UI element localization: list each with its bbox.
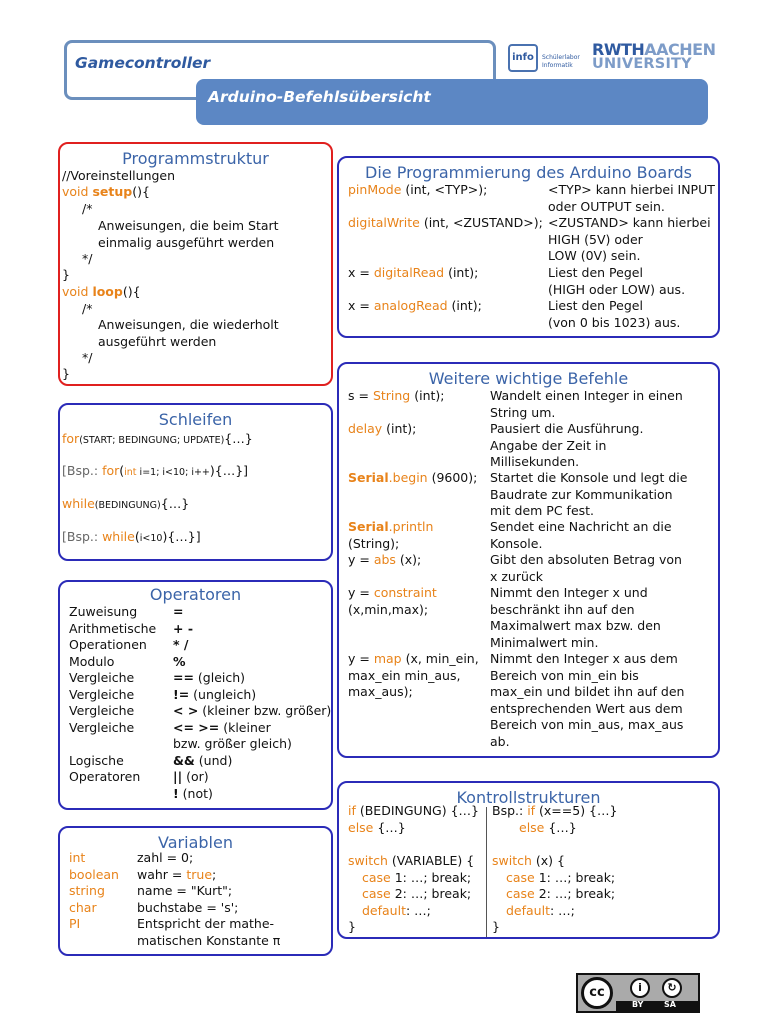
description-line: (von 0 bis 1023) aus. [548,314,681,330]
description-line: HIGH (5V) oder [548,231,643,247]
code-line [348,298,482,314]
code-line [348,519,433,535]
code-line: [Bsp.: for(int i=1; i<10; i++){…}] [62,463,249,478]
code-line: } [62,267,70,282]
keyword: analogRead [373,298,448,313]
variable-code-text: buchstabe = 's'; [137,899,239,915]
description-line: <ZUSTAND> kann hierbei [548,215,711,230]
description-line: <TYP> kann hierbei INPUT [548,182,715,197]
operator-name: Vergleiche [69,703,135,718]
description-line: Bereich von min_ein bis [490,667,639,683]
share-alike-icon: ↻ [662,978,682,998]
code-line [348,388,445,404]
code-line [348,182,487,198]
operator-symbol-text: != [173,686,190,702]
operator-description: (kleiner [219,719,271,735]
code-line: /* [82,201,93,216]
code-line: /* [82,301,93,316]
keyword: true [186,866,213,882]
description-line: Sendet eine Nachricht an die [490,519,672,534]
description-line: Millisekunden. [490,454,580,469]
code-line: default: …; [362,903,431,918]
operator-name: Arithmetische [69,620,157,636]
operator-symbol [173,736,292,752]
description-line: (HIGH oder LOW) aus. [548,281,686,297]
code-line: if (BEDINGUNG) {…} [348,803,479,818]
code-line: void loop(){ [62,284,141,299]
code-text: x = [348,265,374,280]
description-line: Pausiert die Ausführung. [490,421,644,436]
operator-description: (gleich) [193,670,246,685]
code-line: max_aus); [348,684,413,699]
code-text: y = [348,552,374,567]
code-text: y = [348,651,374,666]
operator-symbol [173,654,186,670]
operator-symbol-text: * / [173,637,189,652]
operator-symbol [173,703,331,719]
code-line [348,265,478,281]
operator-description: (or) [182,769,209,784]
code-text: (int); [447,298,482,313]
description-line: beschränkt ihn auf den [490,601,635,617]
code-line: } [492,919,500,934]
operator-description: (not) [178,785,213,801]
description-line: ab. [490,733,510,749]
header-subtitle: Arduino-Befehlsübersicht [208,88,431,106]
variable-code-text: wahr = [137,866,187,882]
kontroll-title: Kontrollstrukturen [456,788,601,807]
weitere-title: Weitere wichtige Befehle [428,369,629,388]
operator-description: bzw. größer gleich) [173,736,292,751]
code-line: void setup(){ [62,184,150,199]
code-line: Anweisungen, die beim Start [98,218,279,233]
description-line: max_ein und bildet ihn auf den [490,684,685,699]
keyword: digitalRead [373,265,445,280]
variable-code-text: Entspricht der mathe- [137,916,275,931]
license-bar: BY SA [616,1001,698,1011]
code-line: for(START; BEDINGUNG; UPDATE){…} [62,431,253,446]
description-line: String um. [490,404,556,420]
variable-type: int [69,850,86,865]
code-text: (9600); [427,470,478,485]
programmstruktur-box [58,142,333,386]
description-line: mit dem PC fest. [490,503,595,518]
code-line: case 2: …; break; [362,886,472,901]
code-text: (int); [444,265,479,280]
code-line: default: …; [506,903,575,918]
description-line: x zurück [490,568,544,584]
operator-symbol [173,637,188,653]
operator-name: Vergleiche [69,670,135,685]
operatoren-box [58,580,333,810]
description-line: entsprechenden Wert aus dem [490,700,683,716]
code-line: einmalig ausgeführt werden [98,235,275,250]
keyword: .println [388,519,434,534]
operator-symbol [173,786,213,802]
variable-code-text: ; [212,866,217,882]
variable-code [137,933,280,949]
info-logo: info [508,44,538,72]
weitere-box [337,362,720,758]
variable-type: string [69,883,105,898]
code-line: ausgeführt werden [98,334,217,349]
header-title: Gamecontroller [75,54,211,72]
description-line: Liest den Pegel [548,298,643,313]
operator-symbol-text: <= >= [173,719,220,735]
variablen-title: Variablen [158,833,233,852]
code-line [348,215,543,231]
operator-name: Vergleiche [69,719,135,735]
arduino-box [337,156,720,338]
variable-code [137,900,238,916]
description-line: oder OUTPUT sein. [548,198,665,214]
code-line: else {…} [348,820,406,835]
keyword: pinMode [348,182,402,197]
code-line: Anweisungen, die wiederholt [98,317,279,332]
kontroll-divider [486,807,487,937]
variable-type: boolean [69,866,119,882]
operator-name: Vergleiche [69,686,135,702]
keyword: map [373,651,402,666]
code-text: (int, <ZUSTAND>); [419,215,543,230]
operator-symbol [173,621,193,637]
code-text: s = [348,388,373,403]
code-line [348,470,477,486]
operator-name: Zuweisung [69,604,138,619]
operator-symbol [173,769,209,785]
kontroll-box [337,781,720,939]
variable-code-text: name = "Kurt"; [137,883,233,898]
operator-description: (und) [194,752,233,768]
operator-description: (ungleich) [189,686,257,702]
code-line: } [348,919,356,934]
description-line: Bereich von min_aus, max_aus [490,717,684,732]
keyword: digitalWrite [348,215,420,230]
code-line [348,585,437,601]
operatoren-title: Operatoren [149,585,242,604]
keyword: .begin [388,470,428,485]
description-line: Minimalwert min. [490,634,599,650]
variable-code [137,850,193,866]
operator-symbol [173,720,271,736]
code-text: y = [348,585,374,600]
operator-symbol-text: < > [173,703,199,718]
code-line: //Voreinstellungen [62,168,176,183]
code-line: max_ein min_aus, [348,667,461,683]
variable-code [137,916,274,932]
code-line: switch (x) { [492,853,565,868]
variable-code-text: zahl = 0; [137,850,194,865]
code-text: (x); [395,552,422,567]
description-line: Angabe der Zeit in [490,437,607,453]
attribution-icon: i [630,978,650,998]
keyword: abs [373,552,396,567]
variablen-box [58,826,333,956]
operator-symbol [173,604,183,620]
description-line: Konsole. [490,535,543,551]
variable-type: char [69,899,97,915]
variable-code [137,883,232,899]
code-line: Bsp.: if (x==5) {…} [492,803,618,818]
operator-name: Modulo [69,653,115,669]
description-line: Nimmt den Integer x und [490,585,648,600]
operator-symbol-text: % [173,653,186,669]
operator-name: Operatoren [69,769,141,784]
description-line: Liest den Pegel [548,265,643,280]
description-line: Maximalwert max bzw. den [490,618,661,633]
arduino-title: Die Programmierung des Arduino Boards [365,163,692,182]
operator-name: Operationen [69,637,147,652]
keyword: delay [348,421,383,436]
info-logo-subtitle: Schülerlabor Informatik [542,54,580,69]
operator-symbol [173,687,256,703]
schleifen-box [58,403,333,561]
schleifen-title: Schleifen [158,410,233,429]
code-line: } [62,366,70,381]
rwth-logo: RWTHAACHEN UNIVERSITY [592,40,716,72]
header-subtitle-box [196,79,708,125]
code-line: case 1: …; break; [506,870,616,885]
code-line: (String); [348,535,400,551]
code-text: (x, min_ein, [401,651,479,666]
keyword: String [372,388,411,403]
variable-type: PI [69,916,81,931]
operator-symbol [173,753,232,769]
operator-symbol-text: = [173,604,184,619]
description-line: LOW (0V) sein. [548,248,641,263]
operator-symbol-text: && [173,752,195,768]
keyword: Serial [348,470,389,485]
variable-code-text: matischen Konstante π [137,932,281,948]
cc-icon: cc [581,977,613,1009]
code-line [348,421,416,437]
code-line: (x,min,max); [348,601,429,617]
code-text: x = [348,298,374,313]
code-line: */ [82,251,93,266]
operator-symbol-text: ! [173,785,179,801]
code-line [348,651,479,667]
code-line: case 1: …; break; [362,870,472,885]
code-line: */ [82,350,93,365]
cc-license-badge [576,973,700,1013]
programmstruktur-title: Programmstruktur [122,149,269,168]
code-line: else {…} [519,820,577,835]
operator-symbol-text: || [173,769,183,784]
code-line [348,552,421,568]
variable-code [137,867,216,883]
operator-name: Logische [69,752,124,768]
code-line: switch (VARIABLE) { [348,853,475,868]
description-line: Wandelt einen Integer in einen [490,388,683,403]
description-line: Gibt den absoluten Betrag von [490,552,682,567]
code-text: (int); [410,388,445,403]
description-line: Baudrate zur Kommunikation [490,486,673,502]
operator-description: (kleiner bzw. größer) [198,703,332,718]
description-line: Nimmt den Integer x aus dem [490,651,678,666]
code-line: case 2: …; break; [506,886,616,901]
operator-symbol [173,670,245,686]
code-text: (int); [382,421,417,436]
description-line: Startet die Konsole und legt die [490,470,688,485]
operator-symbol-text: + - [173,620,194,636]
operator-symbol-text: == [173,670,194,685]
keyword: Serial [348,519,389,534]
code-line: [Bsp.: while(i<10){…}] [62,529,201,544]
code-text: (int, <TYP>); [401,182,488,197]
keyword: constraint [373,585,437,600]
code-line: while(BEDINGUNG){…} [62,496,190,511]
